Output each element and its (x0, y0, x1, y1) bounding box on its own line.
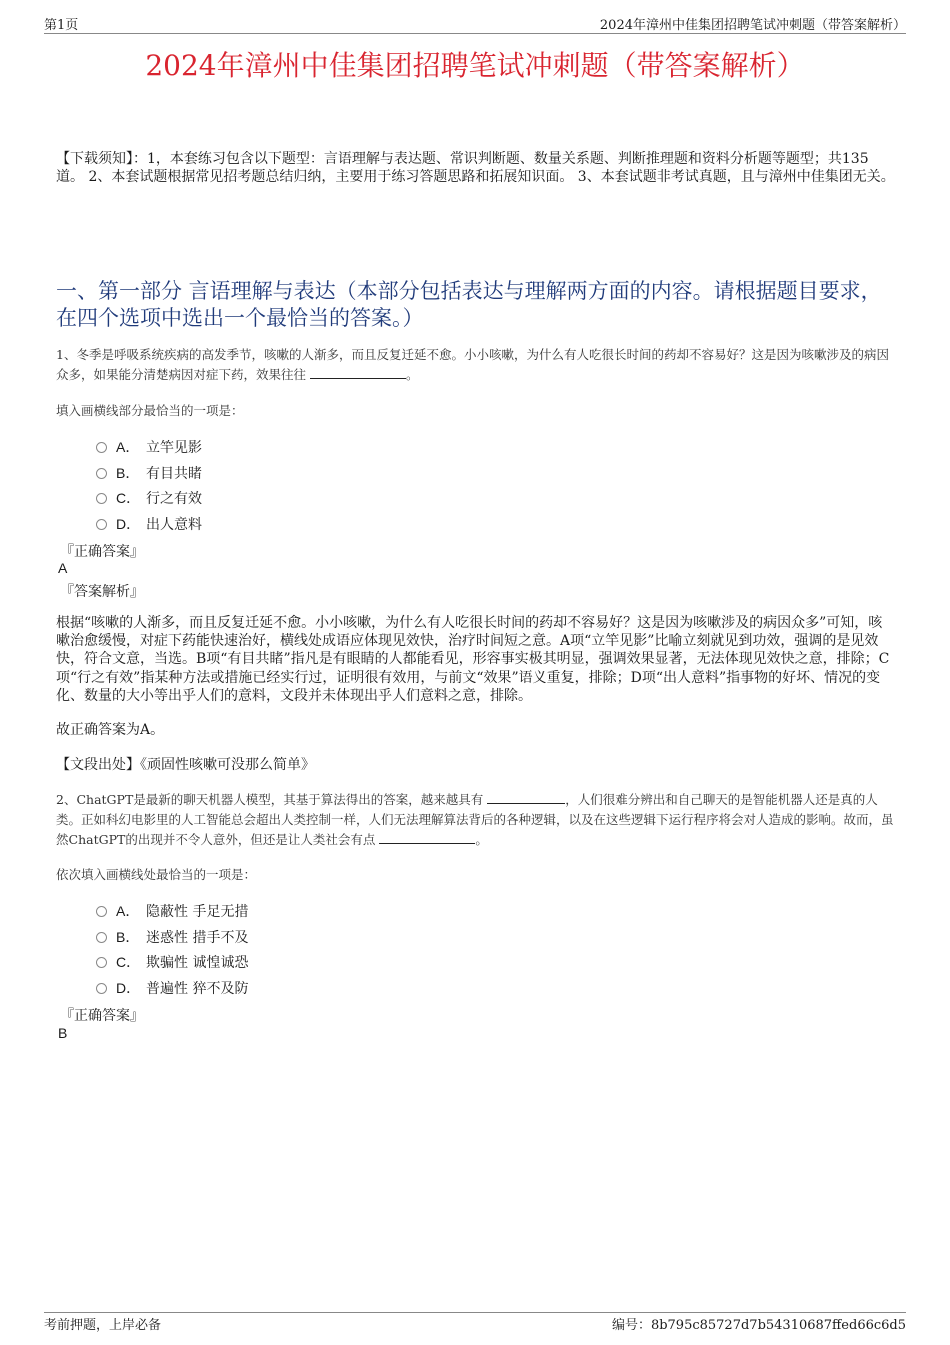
question-2-text-part: 2、ChatGPT是最新的聊天机器人模型，其基于算法得出的答案，越来越具有 (56, 792, 484, 807)
q1-option-b[interactable] (96, 463, 202, 483)
q1-option-c[interactable] (96, 488, 202, 508)
question-1-prompt: 填入画横线部分最恰当的一项是： (56, 403, 244, 418)
option-text: 迷惑性 措手不及 (146, 930, 249, 946)
footer-divider (44, 1312, 906, 1313)
correct-answer: A (58, 560, 68, 576)
document-id: 编号：8b795c85727d7b54310687ffed66c6d5 (611, 1318, 906, 1333)
option-letter: A． (116, 903, 140, 919)
question-2-text-end: 。 (475, 832, 488, 847)
option-text: 欺骗性 诚惶诚恐 (146, 955, 249, 971)
section-heading: 一、第一部分 言语理解与表达（本部分包括表达与理解两方面的内容。请根据题目要求，在四个选项中选出一个最恰当的答案。） (56, 279, 882, 331)
option-text: 隐蔽性 手足无措 (146, 904, 249, 920)
document-title: 2024年漳州中佳集团招聘笔试冲刺题（带答案解析） (145, 49, 805, 82)
option-letter: D． (116, 516, 141, 532)
footer-slogan: 考前押题，上岸必备 (44, 1318, 162, 1333)
correct-answer-label: 『正确答案』 (60, 1008, 144, 1024)
radio-button[interactable] (96, 957, 107, 968)
analysis-label: 『答案解析』 (60, 584, 144, 600)
radio-button[interactable] (96, 932, 107, 943)
header-divider (44, 33, 906, 34)
page-number: 第1页 (44, 18, 79, 33)
answer-analysis: 根据“咳嗽的人渐多，而且反复迁延不愈。小小咳嗽，为什么有人吃很长时间的药却不容易好？这是因为咳嗽涉及的病因众多”可知，咳嗽治愈缓慢，对症下药能快速治好，横线处成语应体现见效快，治疗时间短之意。A项“立竿见影”比喻立刻就见到功效，强调的是见效快，符合文意，当选。B项“有目共睹”指凡是有眼睛的人都能看见，形容事实极其明显，强调效果显著，无法体现见效快之意，排除；C项“行之有效”指某种方法或措施已经实行过，证明很有效用，与前文“效果”语义重复，排除；D项“出人意料”指事物的好坏、情况的变化、数量的大小等出乎人们的意料，文段并未体现出乎人们意料之意，排除。 (56, 615, 890, 704)
radio-button[interactable] (96, 493, 107, 504)
answer-conclusion: 故正确答案为A。 (56, 722, 165, 738)
option-text: 出人意料 (146, 517, 202, 533)
question-2-text (56, 790, 896, 850)
question-1-text-end: 。 (406, 367, 419, 382)
answer-blank (379, 831, 475, 844)
option-text: 普遍性 猝不及防 (146, 981, 249, 997)
question-2-prompt: 依次填入画横线处最恰当的一项是： (56, 867, 257, 882)
radio-button[interactable] (96, 468, 107, 479)
radio-button[interactable] (96, 442, 107, 453)
question-1-text (56, 345, 896, 385)
q1-option-d[interactable] (96, 514, 202, 534)
correct-answer-label: 『正确答案』 (60, 544, 144, 560)
option-letter: D． (116, 980, 141, 996)
running-header-title: 2024年漳州中佳集团招聘笔试冲刺题（带答案解析） (599, 18, 906, 33)
q2-option-b[interactable] (96, 927, 248, 947)
q2-option-c[interactable] (96, 952, 248, 972)
option-text: 有目共睹 (146, 466, 202, 482)
question-2-text-part: ，人们很难分辨出和自己聊天的是智能机器人还是真的人类。正如科幻电影里的人工智能总会超出人类控制一样，人们无法理解算法背后的各种逻辑，以及在这些逻辑下运行程序将会对人造成的影响。故而，虽然ChatGPT的出现并不令人意外，但还是让人类社会有点 (56, 792, 894, 847)
q1-option-a[interactable] (96, 437, 202, 457)
option-letter: A． (116, 439, 140, 455)
radio-button[interactable] (96, 983, 107, 994)
download-notice: 【下载须知】：1，本套练习包含以下题型：言语理解与表达题、常识判断题、数量关系题、判断推理题和资料分析题等题型；共135道。 2、本套试题根据常见招考题总结归纳，主要用于练习答题思路和拓展知识面。 3、本套试题非考试真题，且与漳州中佳集团无关。 (56, 151, 895, 186)
option-letter: C． (116, 954, 141, 970)
option-letter: B． (116, 929, 140, 945)
correct-answer: B (58, 1025, 68, 1041)
radio-button[interactable] (96, 906, 107, 917)
option-text: 行之有效 (146, 491, 202, 507)
option-letter: B． (116, 465, 140, 481)
radio-button[interactable] (96, 519, 107, 530)
question-1-text-part: 1、冬季是呼吸系统疾病的高发季节，咳嗽的人渐多，而且反复迁延不愈。小小咳嗽，为什么有人吃很长时间的药却不容易好？这是因为咳嗽涉及的病因众多，如果能分清楚病因对症下药，效果往往 (56, 347, 889, 382)
option-text: 立竿见影 (146, 440, 202, 456)
option-letter: C． (116, 490, 141, 506)
q2-option-d[interactable] (96, 978, 248, 998)
text-source: 【文段出处】《顽固性咳嗽可没那么简单》 (56, 757, 315, 773)
answer-blank (310, 366, 406, 379)
q2-option-a[interactable] (96, 901, 248, 921)
answer-blank (487, 791, 565, 804)
